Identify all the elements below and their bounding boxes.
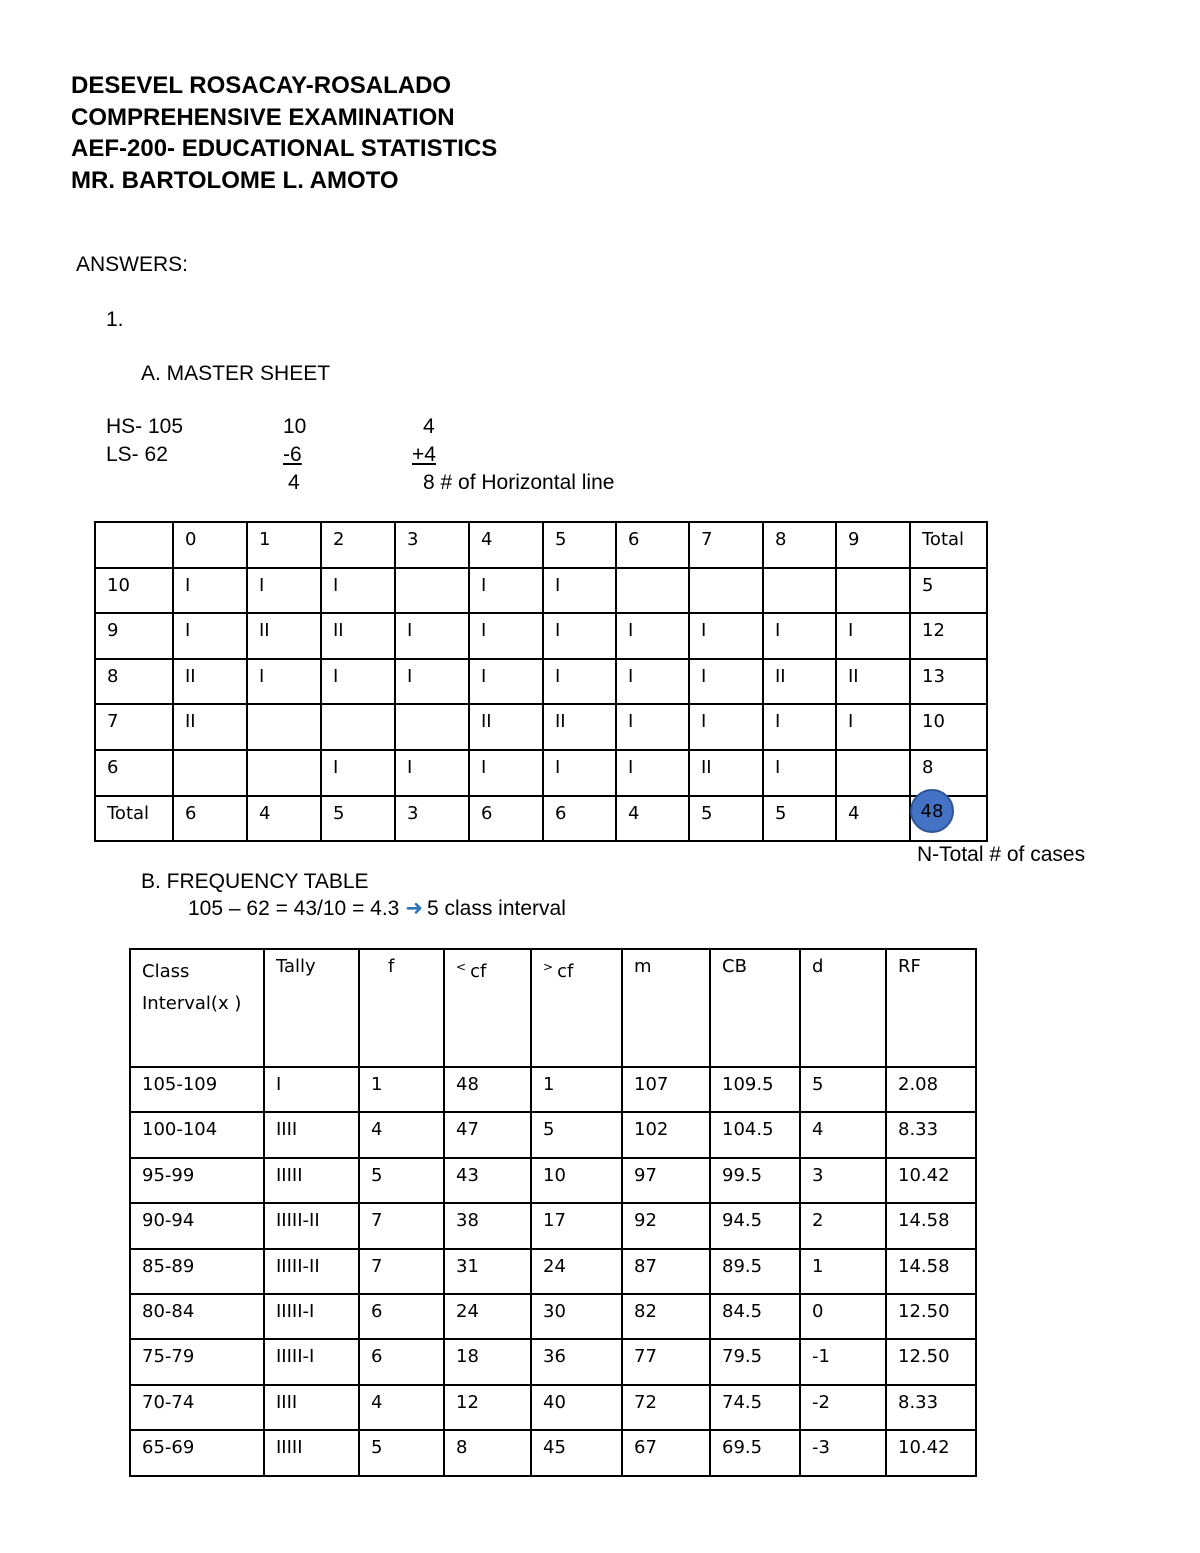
course-title: AEF-200- EDUCATIONAL STATISTICS <box>71 135 498 162</box>
frequency-table-title: B. FREQUENCY TABLE <box>141 870 369 893</box>
frequency-cell: 1 <box>800 1249 886 1294</box>
frequency-cell: 2.08 <box>886 1067 976 1112</box>
master-cell: I <box>469 568 543 614</box>
range-result: 4 <box>288 471 300 494</box>
total-cases-value: 48 <box>920 800 944 822</box>
master-cell: I <box>321 750 395 796</box>
frequency-cell: -1 <box>800 1339 886 1384</box>
frequency-cell: IIIII-I <box>264 1294 359 1339</box>
master-cell: II <box>543 704 616 750</box>
master-row <box>95 613 987 659</box>
master-cell: 13 <box>910 659 987 705</box>
frequency-cell: 2 <box>800 1203 886 1248</box>
frequency-cell: 4 <box>359 1112 444 1157</box>
ls-label: LS- 62 <box>106 443 168 466</box>
master-cell: I <box>543 750 616 796</box>
master-cell: I <box>836 613 910 659</box>
frequency-cell: IIIII <box>264 1158 359 1203</box>
frequency-cell: 87 <box>622 1249 710 1294</box>
frequency-row <box>130 1339 976 1384</box>
frequency-cell: 47 <box>444 1112 531 1157</box>
master-cell: 6 <box>95 750 173 796</box>
master-sheet-title: A. MASTER SHEET <box>141 362 331 385</box>
frequency-cell: 36 <box>531 1339 622 1384</box>
frequency-cell: 5 <box>800 1067 886 1112</box>
master-cell <box>395 568 469 614</box>
frequency-row <box>130 1112 976 1157</box>
frequency-cell: 8.33 <box>886 1112 976 1157</box>
master-cell: I <box>543 568 616 614</box>
master-header-cell: 0 <box>173 522 247 568</box>
master-cell: 4 <box>836 796 910 842</box>
master-cell: I <box>173 613 247 659</box>
frequency-cell: 74.5 <box>710 1385 800 1430</box>
less-than-mark: < <box>456 960 467 974</box>
frequency-cell: 45 <box>531 1430 622 1475</box>
frequency-header-label: RF <box>898 956 921 977</box>
lines-add: +4 <box>412 443 436 466</box>
frequency-cell: 4 <box>359 1385 444 1430</box>
master-cell: I <box>763 613 836 659</box>
lines-base: 4 <box>423 415 435 438</box>
master-cell: I <box>763 704 836 750</box>
master-header-cell: 3 <box>395 522 469 568</box>
master-cell: 5 <box>763 796 836 842</box>
frequency-cell: 82 <box>622 1294 710 1339</box>
frequency-cell: 1 <box>531 1067 622 1112</box>
master-cell: II <box>469 704 543 750</box>
master-cell: I <box>616 659 689 705</box>
frequency-table <box>129 948 977 1477</box>
frequency-header-label: cf <box>557 961 574 982</box>
master-cell <box>616 568 689 614</box>
master-cell <box>836 750 910 796</box>
frequency-header-label: f <box>388 956 395 977</box>
frequency-header-cell <box>531 949 622 1067</box>
frequency-cell: IIII <box>264 1385 359 1430</box>
master-cell <box>763 568 836 614</box>
master-header-cell <box>95 522 173 568</box>
master-header-cell: 1 <box>247 522 321 568</box>
master-cell: I <box>321 568 395 614</box>
master-cell: 3 <box>395 796 469 842</box>
frequency-cell: IIIII-II <box>264 1203 359 1248</box>
master-cell: I <box>395 750 469 796</box>
master-header-cell: 4 <box>469 522 543 568</box>
master-cell: 10 <box>95 568 173 614</box>
frequency-row <box>130 1158 976 1203</box>
frequency-cell: I <box>264 1067 359 1112</box>
hs-label: HS- 105 <box>106 415 184 438</box>
formula-result: 5 class interval <box>426 897 566 920</box>
frequency-cell: 24 <box>531 1249 622 1294</box>
frequency-cell: 5 <box>531 1112 622 1157</box>
master-cell: 6 <box>543 796 616 842</box>
frequency-cell: 18 <box>444 1339 531 1384</box>
frequency-cell: IIIII-II <box>264 1249 359 1294</box>
frequency-header-cell <box>444 949 531 1067</box>
master-cell <box>247 750 321 796</box>
instructor-name: MR. BARTOLOME L. AMOTO <box>71 167 399 194</box>
frequency-cell: -3 <box>800 1430 886 1475</box>
master-cell: II <box>836 659 910 705</box>
master-cell: I <box>616 613 689 659</box>
frequency-cell: 17 <box>531 1203 622 1248</box>
master-cell: I <box>173 568 247 614</box>
master-cell <box>247 704 321 750</box>
frequency-cell: 77 <box>622 1339 710 1384</box>
master-cell: 10 <box>910 704 987 750</box>
frequency-cell: 14.58 <box>886 1249 976 1294</box>
class-interval-formula <box>188 896 566 922</box>
master-cell: I <box>469 750 543 796</box>
frequency-header-label: Tally <box>276 956 316 977</box>
master-cell <box>321 704 395 750</box>
frequency-cell: 30 <box>531 1294 622 1339</box>
frequency-row <box>130 1430 976 1475</box>
frequency-cell: 31 <box>444 1249 531 1294</box>
master-cell: 8 <box>95 659 173 705</box>
master-cell: 5 <box>321 796 395 842</box>
frequency-cell: 92 <box>622 1203 710 1248</box>
frequency-header-label: cf <box>470 961 487 982</box>
frequency-cell: 104.5 <box>710 1112 800 1157</box>
master-cell: II <box>689 750 763 796</box>
master-cell <box>395 704 469 750</box>
frequency-cell: 40 <box>531 1385 622 1430</box>
frequency-row <box>130 1203 976 1248</box>
master-sheet-table <box>94 521 988 842</box>
master-cell: II <box>173 659 247 705</box>
frequency-cell: 100-104 <box>130 1112 264 1157</box>
master-cell: 6 <box>173 796 247 842</box>
master-cell <box>836 568 910 614</box>
master-header-cell: 5 <box>543 522 616 568</box>
frequency-row <box>130 1249 976 1294</box>
frequency-cell: 8.33 <box>886 1385 976 1430</box>
frequency-cell: 48 <box>444 1067 531 1112</box>
frequency-cell: IIII <box>264 1112 359 1157</box>
frequency-cell: 80-84 <box>130 1294 264 1339</box>
master-row <box>95 796 987 842</box>
master-cell: II <box>763 659 836 705</box>
frequency-cell: IIIII-I <box>264 1339 359 1384</box>
master-cell: I <box>689 613 763 659</box>
frequency-header-cell <box>359 949 444 1067</box>
frequency-cell: 90-94 <box>130 1203 264 1248</box>
item-number: 1. <box>106 308 124 331</box>
master-cell: 6 <box>469 796 543 842</box>
frequency-cell: 1 <box>359 1067 444 1112</box>
frequency-cell: 3 <box>800 1158 886 1203</box>
frequency-cell: 12.50 <box>886 1294 976 1339</box>
master-cell: I <box>469 659 543 705</box>
master-cell: 12 <box>910 613 987 659</box>
frequency-cell: 99.5 <box>710 1158 800 1203</box>
frequency-cell: 69.5 <box>710 1430 800 1475</box>
master-cell: I <box>395 659 469 705</box>
arrow-right-icon: ➜ <box>405 897 423 920</box>
formula-text: 105 – 62 = 43/10 = 4.3 <box>188 897 400 920</box>
master-cell: 7 <box>95 704 173 750</box>
master-cell: I <box>543 613 616 659</box>
frequency-cell: 67 <box>622 1430 710 1475</box>
frequency-cell: 97 <box>622 1158 710 1203</box>
frequency-cell: 109.5 <box>710 1067 800 1112</box>
frequency-cell: 5 <box>359 1158 444 1203</box>
master-cell: 4 <box>247 796 321 842</box>
greater-than-mark: > <box>543 960 554 974</box>
master-header-cell: Total <box>910 522 987 568</box>
master-row <box>95 659 987 705</box>
lines-result: 8 # of Horizontal line <box>423 471 615 494</box>
range-subtract: -6 <box>283 443 302 466</box>
frequency-cell: 6 <box>359 1294 444 1339</box>
frequency-cell: 72 <box>622 1385 710 1430</box>
master-cell: Total <box>95 796 173 842</box>
master-cell: 9 <box>95 613 173 659</box>
master-row <box>95 704 987 750</box>
master-cell: 8 <box>910 750 987 796</box>
frequency-cell: 79.5 <box>710 1339 800 1384</box>
answers-label: ANSWERS: <box>76 253 189 276</box>
frequency-cell: 5 <box>359 1430 444 1475</box>
frequency-header-cell <box>264 949 359 1067</box>
frequency-cell: 95-99 <box>130 1158 264 1203</box>
master-cell: I <box>689 704 763 750</box>
master-cell: II <box>321 613 395 659</box>
master-header-row <box>95 522 987 568</box>
frequency-row <box>130 1385 976 1430</box>
frequency-cell: 107 <box>622 1067 710 1112</box>
master-cell: I <box>395 613 469 659</box>
master-cell: I <box>616 704 689 750</box>
frequency-cell: 14.58 <box>886 1203 976 1248</box>
frequency-cell: 65-69 <box>130 1430 264 1475</box>
frequency-cell: 89.5 <box>710 1249 800 1294</box>
master-header-cell: 6 <box>616 522 689 568</box>
frequency-cell: 0 <box>800 1294 886 1339</box>
master-cell: I <box>616 750 689 796</box>
master-row <box>95 750 987 796</box>
frequency-cell: 10.42 <box>886 1158 976 1203</box>
master-cell: I <box>321 659 395 705</box>
frequency-header-cell <box>886 949 976 1067</box>
frequency-cell: 12.50 <box>886 1339 976 1384</box>
frequency-cell: 105-109 <box>130 1067 264 1112</box>
master-cell <box>173 750 247 796</box>
frequency-header-label: Class Interval(x ) <box>142 961 242 1014</box>
master-row <box>95 568 987 614</box>
frequency-row <box>130 1067 976 1112</box>
frequency-row <box>130 1294 976 1339</box>
range-high: 10 <box>283 415 307 438</box>
master-cell: 4 <box>616 796 689 842</box>
master-header-cell: 7 <box>689 522 763 568</box>
frequency-header-label: d <box>812 956 824 977</box>
frequency-header-cell <box>130 949 264 1067</box>
frequency-cell: 6 <box>359 1339 444 1384</box>
frequency-cell: 84.5 <box>710 1294 800 1339</box>
frequency-cell: 8 <box>444 1430 531 1475</box>
exam-title: COMPREHENSIVE EXAMINATION <box>71 104 455 131</box>
frequency-cell: 70-74 <box>130 1385 264 1430</box>
frequency-header-cell <box>710 949 800 1067</box>
frequency-cell: 43 <box>444 1158 531 1203</box>
frequency-cell: 12 <box>444 1385 531 1430</box>
n-total-note: N-Total # of cases <box>917 843 1086 866</box>
frequency-cell: 94.5 <box>710 1203 800 1248</box>
master-header-cell: 2 <box>321 522 395 568</box>
master-cell: I <box>247 568 321 614</box>
frequency-cell: 7 <box>359 1203 444 1248</box>
frequency-cell: 10.42 <box>886 1430 976 1475</box>
master-header-cell: 8 <box>763 522 836 568</box>
master-cell: 5 <box>689 796 763 842</box>
frequency-header-cell <box>622 949 710 1067</box>
frequency-cell: 85-89 <box>130 1249 264 1294</box>
master-cell: I <box>247 659 321 705</box>
frequency-cell: 10 <box>531 1158 622 1203</box>
frequency-cell: 38 <box>444 1203 531 1248</box>
frequency-header-label: CB <box>722 956 747 977</box>
master-cell: 5 <box>910 568 987 614</box>
frequency-cell: 24 <box>444 1294 531 1339</box>
master-cell: I <box>543 659 616 705</box>
frequency-cell: 4 <box>800 1112 886 1157</box>
master-header-cell: 9 <box>836 522 910 568</box>
frequency-cell: IIIII <box>264 1430 359 1475</box>
frequency-header-cell <box>800 949 886 1067</box>
frequency-header-label: m <box>634 956 652 977</box>
master-cell: I <box>836 704 910 750</box>
master-cell: I <box>763 750 836 796</box>
frequency-cell: -2 <box>800 1385 886 1430</box>
master-cell: I <box>469 613 543 659</box>
master-cell: I <box>689 659 763 705</box>
student-name: DESEVEL ROSACAY-ROSALADO <box>71 72 452 99</box>
master-cell <box>689 568 763 614</box>
frequency-header-row <box>130 949 976 1067</box>
master-cell: II <box>247 613 321 659</box>
master-cell: II <box>173 704 247 750</box>
frequency-cell: 102 <box>622 1112 710 1157</box>
frequency-cell: 75-79 <box>130 1339 264 1384</box>
frequency-cell: 7 <box>359 1249 444 1294</box>
